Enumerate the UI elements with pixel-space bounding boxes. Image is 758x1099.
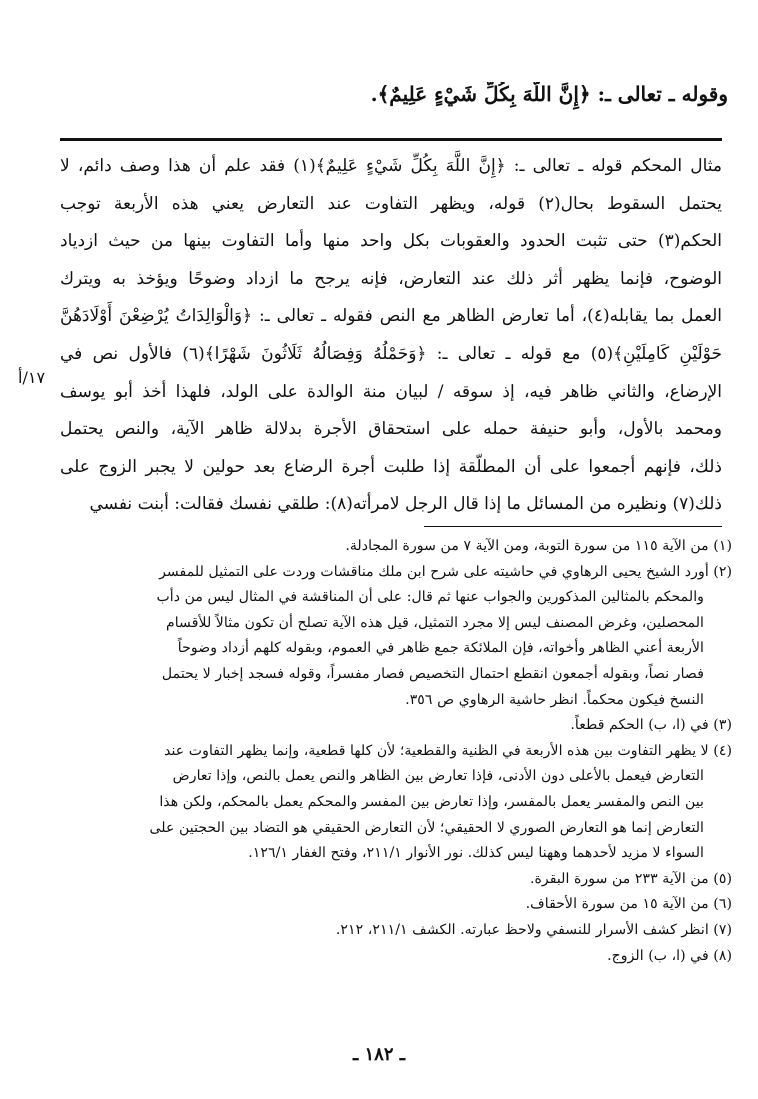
footnote-2	[60, 560, 732, 714]
footnote-4	[60, 739, 732, 867]
body-line: يحتمل السقوط بحال(٢) قوله، ويظهر التفاوت عند التعارض يعني هذه الأربعة توجب	[60, 193, 722, 214]
body-line: الحكم(٣) حتى تثبت الحدود والعقوبات بكل واحد منها وأما التفاوت بينها من حيث ازدياد	[60, 231, 722, 252]
body-line: الإرضاع، والثاني ظاهر فيه، إذ سوقه / لبيان منة الوالدة على الولد، فلهذا أخذ أبو يوسف	[60, 381, 722, 402]
footnote-line: التعارض فيعمل بالأعلى دون الأدنى، فإذا تعارض بين الظاهر والنص يعمل بالنص، وإذا تعارض	[172, 768, 704, 785]
footnote-line: (٨) في (ا، ب) الزوج.	[607, 947, 732, 964]
body-line: العمل بما يقابله(٤)، أما تعارض الظاهر مع النص فقوله ـ تعالى ـ: ﴿وَالْوَالِدَاتُ يُرْضِعْنَ أَوْلَادَهُنَّ	[60, 306, 722, 327]
footnote-line: المحصلين، وغرض المصنف ليس إلا مجرد التمثيل، قيل هذه الآية تصلح أن تكون مثالاً للأقسام	[165, 614, 704, 631]
body-line: حَوْلَيْنِ كَامِلَيْنِ﴾(٥) مع قوله ـ تعالى ـ: ﴿وَحَمْلُهُ وَفِصَالُهُ ثَلَاثُونَ شَهْرًا﴾(٦) فالأول نص في	[60, 343, 722, 364]
footnote-line: السواء لا مزيد لأحدهما وههنا ليس كذلك. نور الأنوار ٢١١/١، وفتح الغفار ١٢٦/١.	[248, 845, 704, 862]
footnote-5	[60, 867, 732, 893]
footnote-line: النسخ فيكون محكماً. انظر حاشية الرهاوي ص ٣٥٦.	[405, 691, 704, 708]
header-title: وقوله ـ تعالى ـ: ﴿إِنَّ اللَّهَ بِكُلِّ شَيْءٍ عَلِيمٌ﴾.	[370, 82, 728, 106]
footnote-line: فصار نصاً، وبقوله أجمعون انقطع احتمال التخصيص فصار مفسراً، وقوله فسجد إخبار لا يحتمل	[161, 665, 704, 682]
body-line: الوضوح، فإنما يظهر أثر ذلك عند التعارض، فإنه يرجح ما ازداد وضوحًا ويؤخذ به ويترك	[60, 268, 722, 289]
manuscript-folio-note: ١٧/أ	[18, 368, 46, 387]
page-header	[60, 82, 728, 122]
footnote-7	[60, 918, 732, 944]
footnote-line: (٤) لا يظهر التفاوت بين هذه الأربعة في الظنية والقطعية؛ لأن كلها قطعية، وإنما يظهر التفاوت عند	[164, 742, 732, 759]
footnote-line: التعارض إنما هو التعارض الصوري لا الحقيقي؛ لأن التعارض الحقيقي هو التضاد بين الحجتين على	[149, 819, 704, 836]
footnotes-section	[60, 534, 732, 969]
footnote-line: (٦) من الآية ١٥ من سورة الأحقاف.	[525, 896, 732, 913]
footnote-line: (٧) انظر كشف الأسرار للنسفي ولاحظ عبارته. الكشف ٢١١/١، ٢١٢.	[335, 921, 732, 938]
footnote-line: (٥) من الآية ٢٣٣ من سورة البقرة.	[529, 870, 732, 887]
body-line: ذلك، فإنهم أجمعوا على أن المطلّقة إذا طلبت أجرة الرضاع بعد حولين لا يجبر الزوج على	[60, 456, 722, 477]
footnote-8	[60, 944, 732, 970]
footnote-line: والمحكم بالمثالين المذكورين والجواب عنها ثم قال: على أن المناقشة في المثال ليس من دأب	[156, 589, 704, 606]
body-line: ذلك(٧) ونظيره من المسائل ما إذا قال الرجل لامرأته(٨): طلقي نفسك فقالت: أبنت نفسي	[89, 494, 722, 515]
footnote-1	[60, 534, 732, 560]
body-line: مثال المحكم قوله ـ تعالى ـ: ﴿إِنَّ اللَّهَ بِكُلِّ شَيْءٍ عَلِيمٌ﴾(١) فقد علم أن هذا وصف دائم، لا	[60, 156, 722, 176]
main-body-text	[60, 148, 722, 524]
body-line: ومحمد بالأول، وأبو حنيفة حمله على استحقاق الأجرة بدلالة ظاهر الآية، والنص يحتمل	[60, 419, 722, 440]
footnote-line: الأربعة أعني الظاهر وأخواته، فإن الملائكة جمع ظاهر في العموم، وبقوله كلهم أزداد وضوحاً	[177, 640, 704, 657]
footnote-3	[60, 713, 732, 739]
footnote-line: (١) من الآية ١١٥ من سورة التوبة، ومن الآية ٧ من سورة المجادلة.	[345, 538, 732, 554]
header-divider	[60, 138, 722, 141]
footnote-line: (٣) في (ا، ب) الحكم قطعاً.	[570, 717, 732, 734]
footnote-divider	[424, 526, 722, 527]
footnote-6	[60, 892, 732, 918]
footnote-line: (٢) أورد الشيخ يحيى الرهاوي في حاشيته على شرح ابن ملك مناقشات وردت على التمثيل للمفسر	[159, 563, 732, 580]
page-number: ـ ١٨٢ ـ	[352, 1044, 406, 1065]
footnote-line: بين النص والمفسر يعمل بالمفسر، وإذا تعارض بين المفسر والمحكم يعمل بالمحكم، ولكن هذا	[159, 793, 704, 810]
